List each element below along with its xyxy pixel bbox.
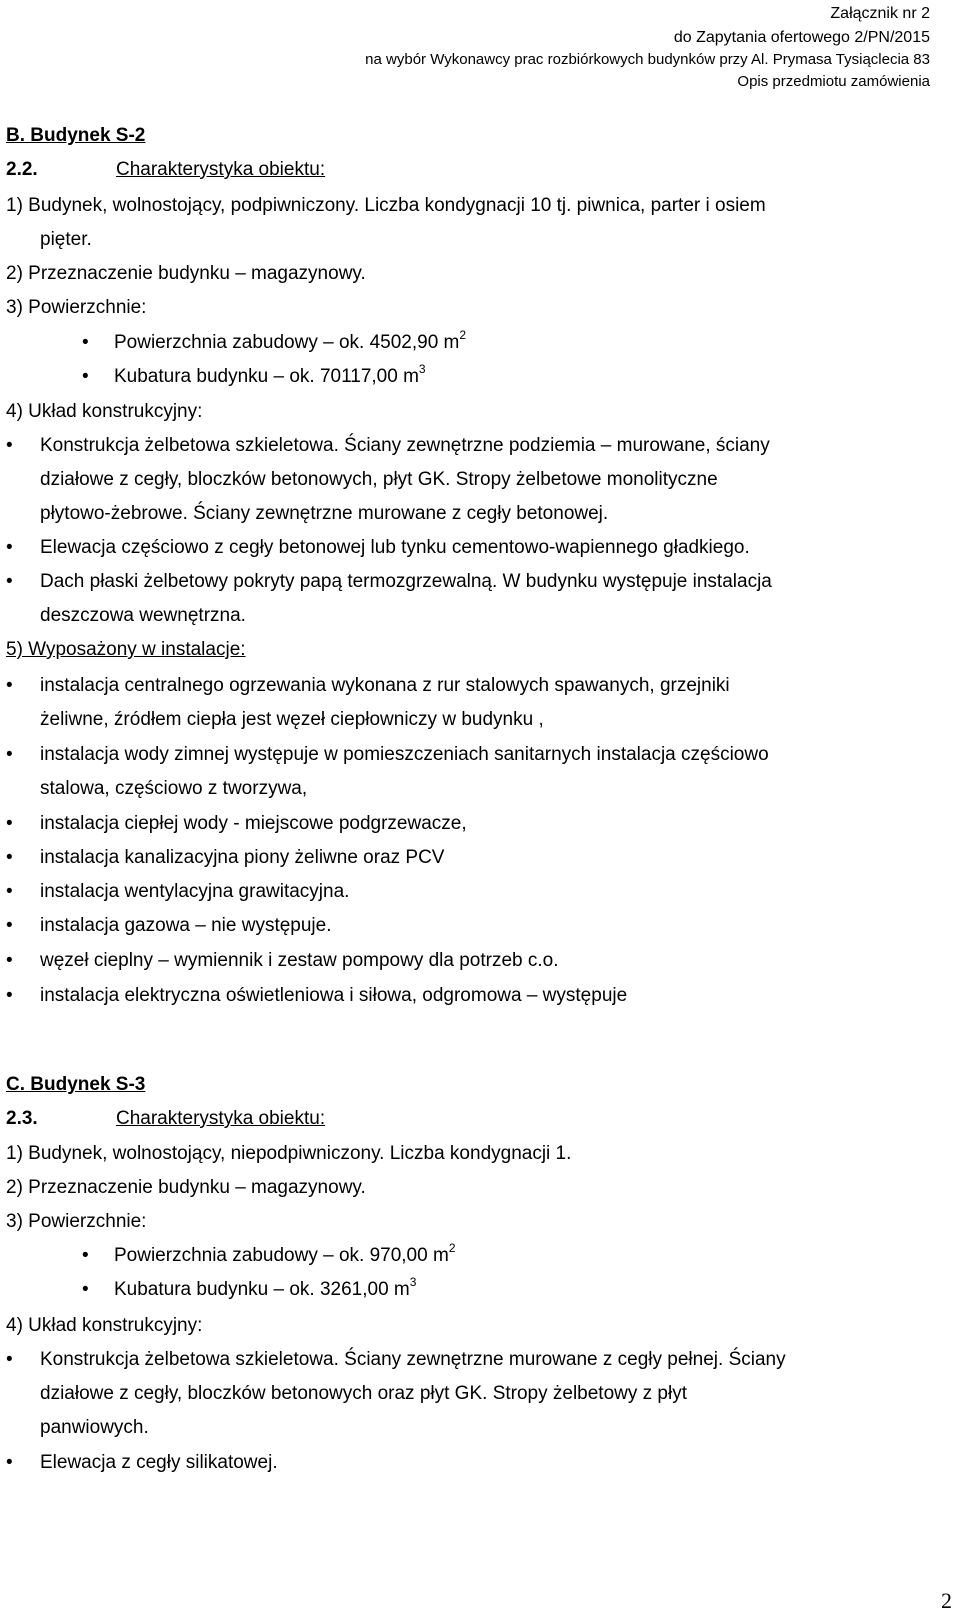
bullet-icon: • — [6, 950, 13, 971]
s3-construction-line-3: panwiowych. — [40, 1417, 149, 1438]
header-description: Opis przedmiotu zamówienia — [737, 73, 930, 90]
bullet-icon: • — [82, 1245, 89, 1266]
s3-volume-exponent: 3 — [409, 1275, 417, 1289]
s2-installation-3: instalacja ciepłej wody - miejscowe podgrzewacze, — [40, 813, 467, 834]
s3-area-text: Powierzchnia zabudowy – ok. 970,00 m — [114, 1245, 449, 1266]
section-2-3-number: 2.3. — [6, 1108, 38, 1129]
s2-construction-line-1: Konstrukcja żelbetowa szkieletowa. Ściany zewnętrzne podziemia – murowane, ściany — [40, 435, 770, 456]
section-c-heading: C. Budynek S-3 — [6, 1074, 146, 1095]
s2-installation-8: instalacja elektryczna oświetleniowa i siłowa, odgromowa – występuje — [40, 985, 628, 1006]
s2-roof-line-1: Dach płaski żelbetowy pokryty papą termozgrzewalną. W budynku występuje instalacja — [40, 571, 772, 592]
bullet-icon: • — [82, 1279, 89, 1300]
s2-volume-exponent: 3 — [418, 362, 426, 376]
section-b-heading: B. Budynek S-2 — [6, 125, 146, 146]
s3-area-exponent: 2 — [448, 1241, 456, 1255]
bullet-icon: • — [6, 915, 13, 936]
bullet-icon: • — [6, 813, 13, 834]
s3-construction-line-1: Konstrukcja żelbetowa szkieletowa. Ściany zewnętrzne murowane z cegły pełnej. Ściany — [40, 1349, 786, 1370]
section-2-2-title: Charakterystyka obiektu: — [116, 159, 326, 180]
s2-installation-5: instalacja wentylacyjna grawitacyjna. — [40, 881, 350, 902]
s3-area — [114, 1241, 456, 1266]
s2-volume — [114, 362, 426, 387]
bullet-icon: • — [6, 881, 13, 902]
s2-roof-line-2: deszczowa wewnętrzna. — [40, 605, 246, 626]
s2-area-text: Powierzchnia zabudowy – ok. 4502,90 m — [114, 332, 460, 353]
bullet-icon: • — [6, 985, 13, 1006]
bullet-icon: • — [6, 847, 13, 868]
page-number: 2 — [941, 1588, 952, 1613]
s3-facade: Elewacja z cegły silikatowej. — [40, 1452, 278, 1473]
s3-volume — [114, 1275, 417, 1300]
s3-item-4: 4) Układ konstrukcyjny: — [6, 1315, 203, 1336]
s2-construction-line-2: działowe z cegły, bloczków betonowych, płyt GK. Stropy żelbetowe monolityczne — [40, 469, 718, 490]
s2-installation-2-line-1: instalacja wody zimnej występuje w pomieszczeniach sanitarnych instalacja częściowo — [40, 744, 769, 765]
header-inquiry: do Zapytania ofertowego 2/PN/2015 — [673, 29, 930, 46]
s2-installation-2-line-2: stalowa, częściowo z tworzywa, — [40, 778, 308, 799]
s2-installation-4: instalacja kanalizacyjna piony żeliwne oraz PCV — [40, 847, 445, 868]
s2-area — [114, 328, 467, 353]
bullet-icon: • — [6, 537, 13, 558]
s3-item-3: 3) Powierzchnie: — [6, 1211, 147, 1232]
s2-installation-6: instalacja gazowa – nie występuje. — [40, 915, 332, 936]
bullet-icon: • — [6, 435, 13, 456]
s2-item-1-line-1: 1) Budynek, wolnostojący, podpiwniczony. Liczba kondygnacji 10 tj. piwnica, parter i osiem — [6, 195, 766, 216]
bullet-icon: • — [6, 1349, 13, 1370]
bullet-icon: • — [6, 744, 13, 765]
s3-volume-text: Kubatura budynku – ok. 3261,00 m — [114, 1279, 410, 1300]
s2-construction-line-3: płytowo-żebrowe. Ściany zewnętrzne murowane z cegły betonowej. — [40, 503, 609, 524]
bullet-icon: • — [6, 1452, 13, 1473]
header-subject: na wybór Wykonawcy prac rozbiórkowych budynków przy Al. Prymasa Tysiąclecia 83 — [365, 51, 930, 68]
s2-facade: Elewacja częściowo z cegły betonowej lub tynku cementowo-wapiennego gładkiego. — [40, 537, 750, 558]
s3-construction-line-2: działowe z cegły, bloczków betonowych oraz płyt GK. Stropy żelbetowy z płyt — [40, 1383, 687, 1404]
bullet-icon: • — [82, 366, 89, 387]
s2-item-1-line-2: pięter. — [40, 229, 92, 250]
s2-installation-1-line-1: instalacja centralnego ogrzewania wykonana z rur stalowych spawanych, grzejniki — [40, 675, 730, 696]
s2-item-5: 5) Wyposażony w instalacje: — [6, 639, 246, 660]
s2-area-exponent: 2 — [459, 328, 467, 342]
s2-installation-7: węzeł cieplny – wymiennik i zestaw pompowy dla potrzeb c.o. — [40, 950, 559, 971]
header-annex: Załącznik nr 2 — [830, 5, 930, 22]
bullet-icon: • — [6, 571, 13, 592]
s2-item-4: 4) Układ konstrukcyjny: — [6, 401, 203, 422]
s2-item-3: 3) Powierzchnie: — [6, 297, 147, 318]
section-2-2-number: 2.2. — [6, 159, 38, 180]
s3-item-1: 1) Budynek, wolnostojący, niepodpiwniczony. Liczba kondygnacji 1. — [6, 1143, 572, 1164]
s2-volume-text: Kubatura budynku – ok. 70117,00 m — [114, 366, 419, 387]
bullet-icon: • — [82, 332, 89, 353]
bullet-icon: • — [6, 675, 13, 696]
s2-item-2: 2) Przeznaczenie budynku – magazynowy. — [6, 263, 366, 284]
s3-item-2: 2) Przeznaczenie budynku – magazynowy. — [6, 1177, 366, 1198]
section-2-3-title: Charakterystyka obiektu: — [116, 1108, 326, 1129]
s2-installation-1-line-2: żeliwne, źródłem ciepła jest węzeł ciepłowniczy w budynku , — [40, 709, 544, 730]
